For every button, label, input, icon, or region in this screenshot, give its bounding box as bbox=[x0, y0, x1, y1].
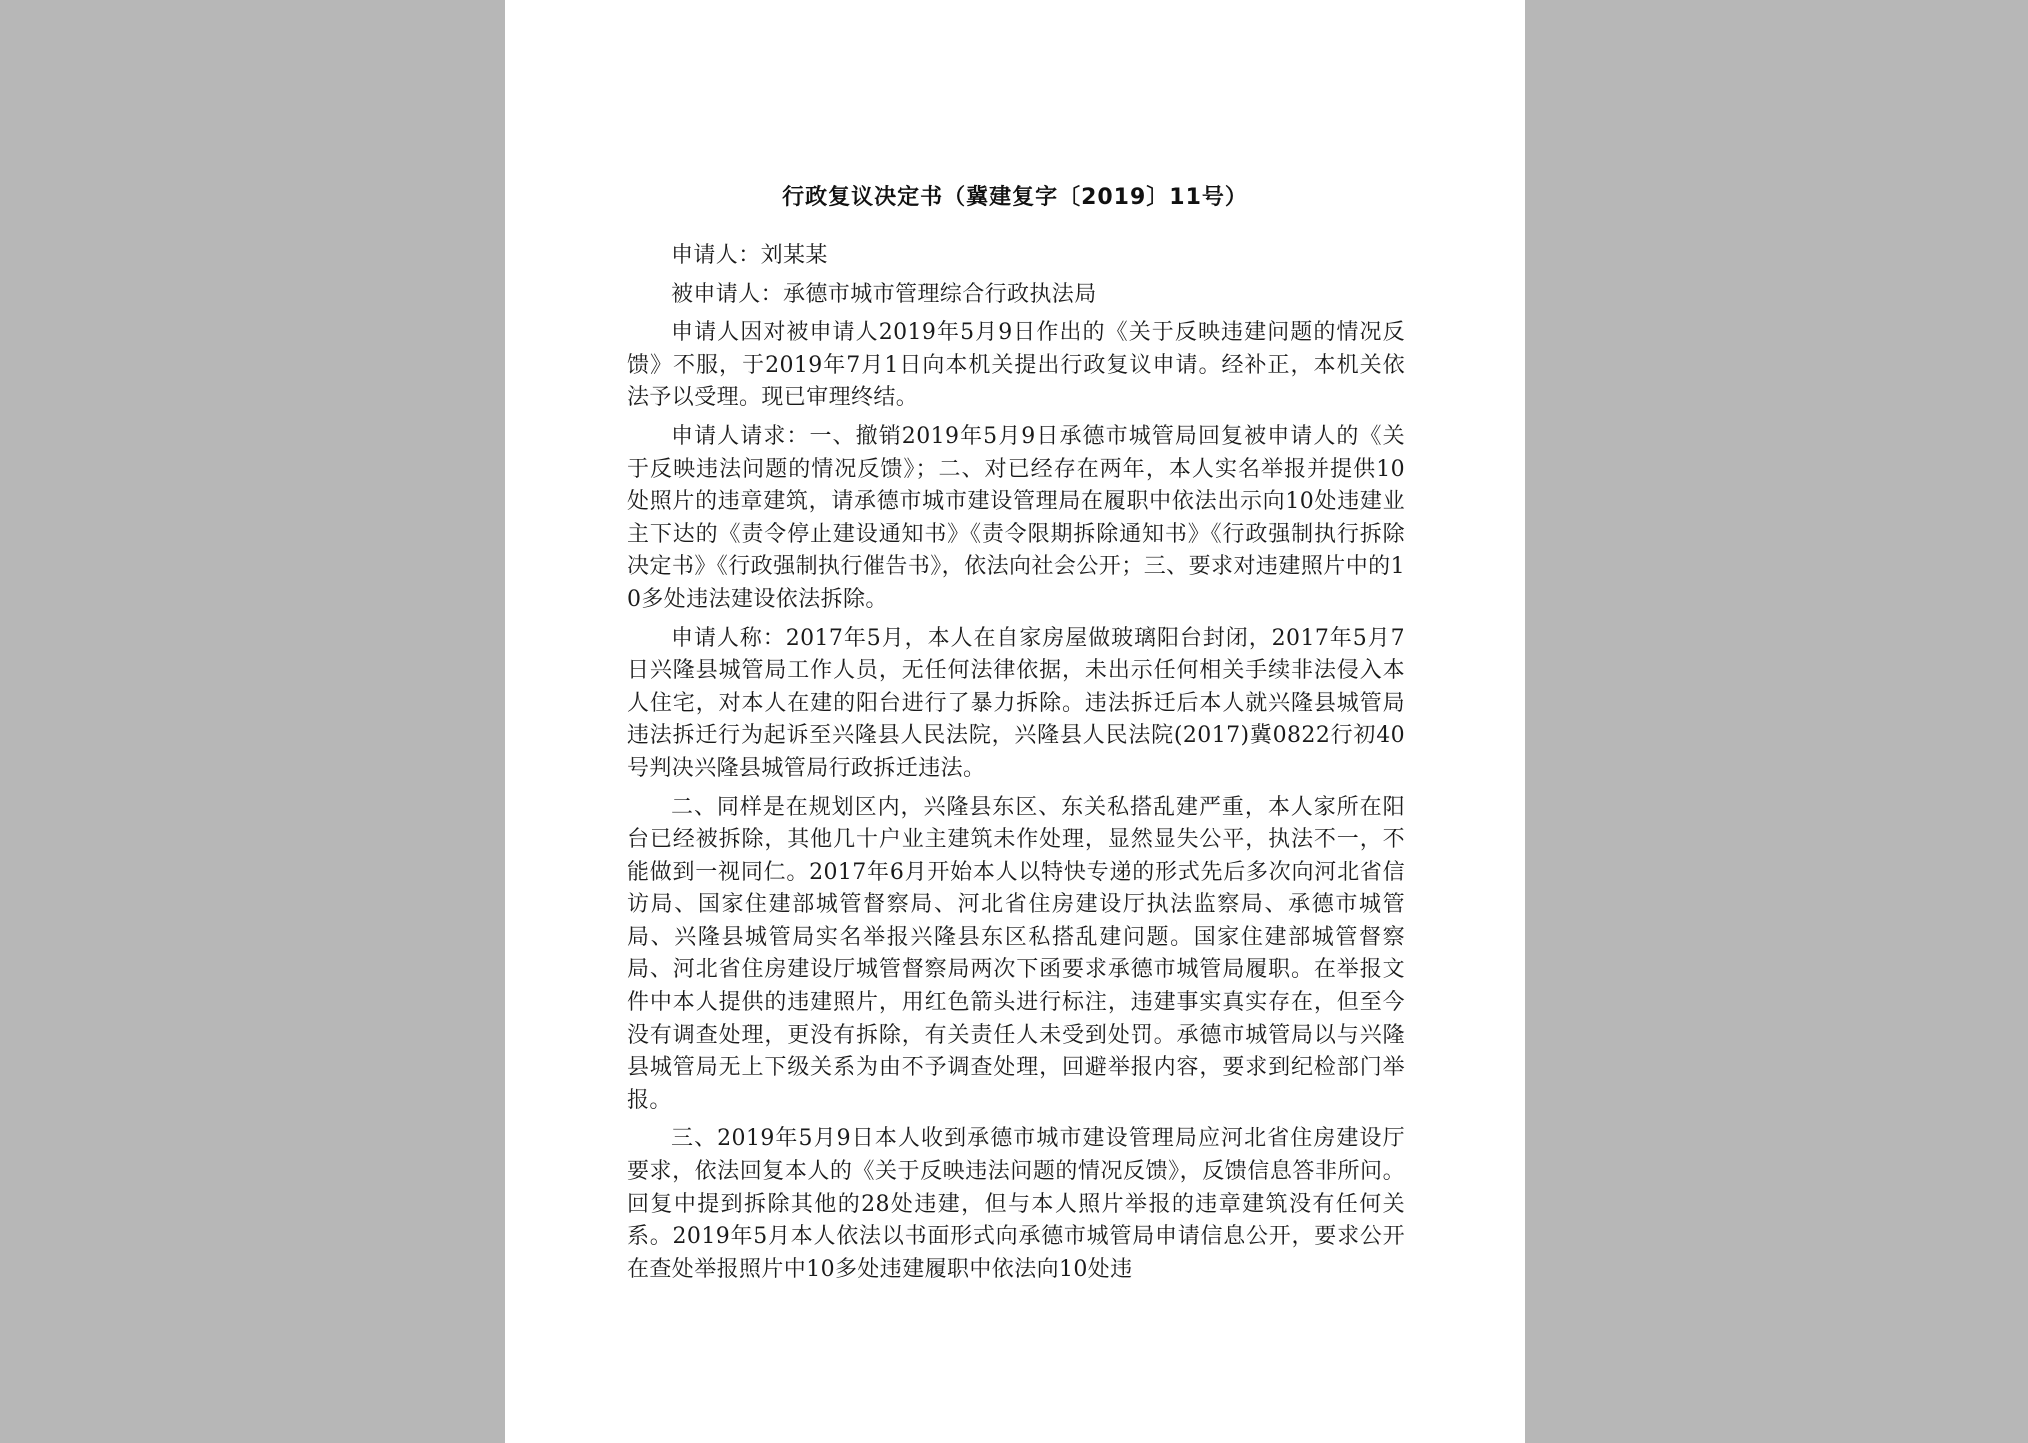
document-title: 行政复议决定书（冀建复字〔2019〕11号） bbox=[782, 185, 1248, 210]
claims-paragraph-1: 申请人称：2017年5月，本人在自家房屋做玻璃阳台封闭，2017年5月7日兴隆县城管局工作人员，无任何法律依据，未出示任何相关手续非法侵入本人住宅，对本人在建的阳台进行了暴力拆除。违法拆迁后本人就兴隆县城管局违法拆迁行为起诉至兴隆县人民法院，兴隆县人民法院(2017)冀0822行初40号判决兴隆县城管局行政拆迁违法。 bbox=[627, 625, 1405, 781]
claims-paragraph-2: 二、同样是在规划区内，兴隆县东区、东关私搭乱建严重，本人家所在阳台已经被拆除，其他几十户业主建筑未作处理，显然显失公平，执法不一，不能做到一视同仁。2017年6月开始本人以特快专递的形式先后多次向河北省信访局、国家住建部城管督察局、河北省住房建设厅执法监察局、承德市城管局、兴隆县城管局实名举报兴隆县东区私搭乱建问题。国家住建部城管督察局、河北省住房建设厅城管督察局两次下函要求承德市城管局履职。在举报文件中本人提供的违建照片，用红色箭头进行标注，违建事实真实存在，但至今没有调查处理，更没有拆除，有关责任人未受到处罚。承德市城管局以与兴隆县城管局无上下级关系为由不予调查处理，回避举报内容，要求到纪检部门举报。 bbox=[627, 794, 1405, 1113]
case-intro-paragraph: 申请人因对被申请人2019年5月9日作出的《关于反映违建问题的情况反馈》不服，于2019年7月1日向本机关提出行政复议申请。经补正，本机关依法予以受理。现已审理终结。 bbox=[627, 320, 1405, 411]
claims-paragraph-3: 三、2019年5月9日本人收到承德市城市建设管理局应河北省住房建设厅要求，依法回复本人的《关于反映违法问题的情况反馈》，反馈信息答非所问。回复中提到拆除其他的28处违建，但与本人照片举报的违章建筑没有任何关系。2019年5月本人依法以书面形式向承德市城管局申请信息公开，要求公开在查处举报照片中10多处违建履职中依法向10处违 bbox=[627, 1126, 1405, 1282]
document-body bbox=[627, 240, 1405, 1292]
requests-paragraph: 申请人请求：一、撤销2019年5月9日承德市城管局回复被申请人的《关于反映违法问题的情况反馈》；二、对已经存在两年，本人实名举报并提供10处照片的违章建筑，请承德市城市建设管理局在履职中依法出示向10处违建业主下达的《责令停止建设通知书》《责令限期拆除通知书》《行政强制执行拆除决定书》《行政强制执行催告书》，依法向社会公开；三、要求对违建照片中的10多处违法建设依法拆除。 bbox=[627, 423, 1405, 612]
applicant-line: 申请人：刘某某 bbox=[671, 243, 828, 268]
document-page bbox=[505, 0, 1525, 1443]
respondent-line: 被申请人：承德市城市管理综合行政执法局 bbox=[671, 281, 1097, 307]
